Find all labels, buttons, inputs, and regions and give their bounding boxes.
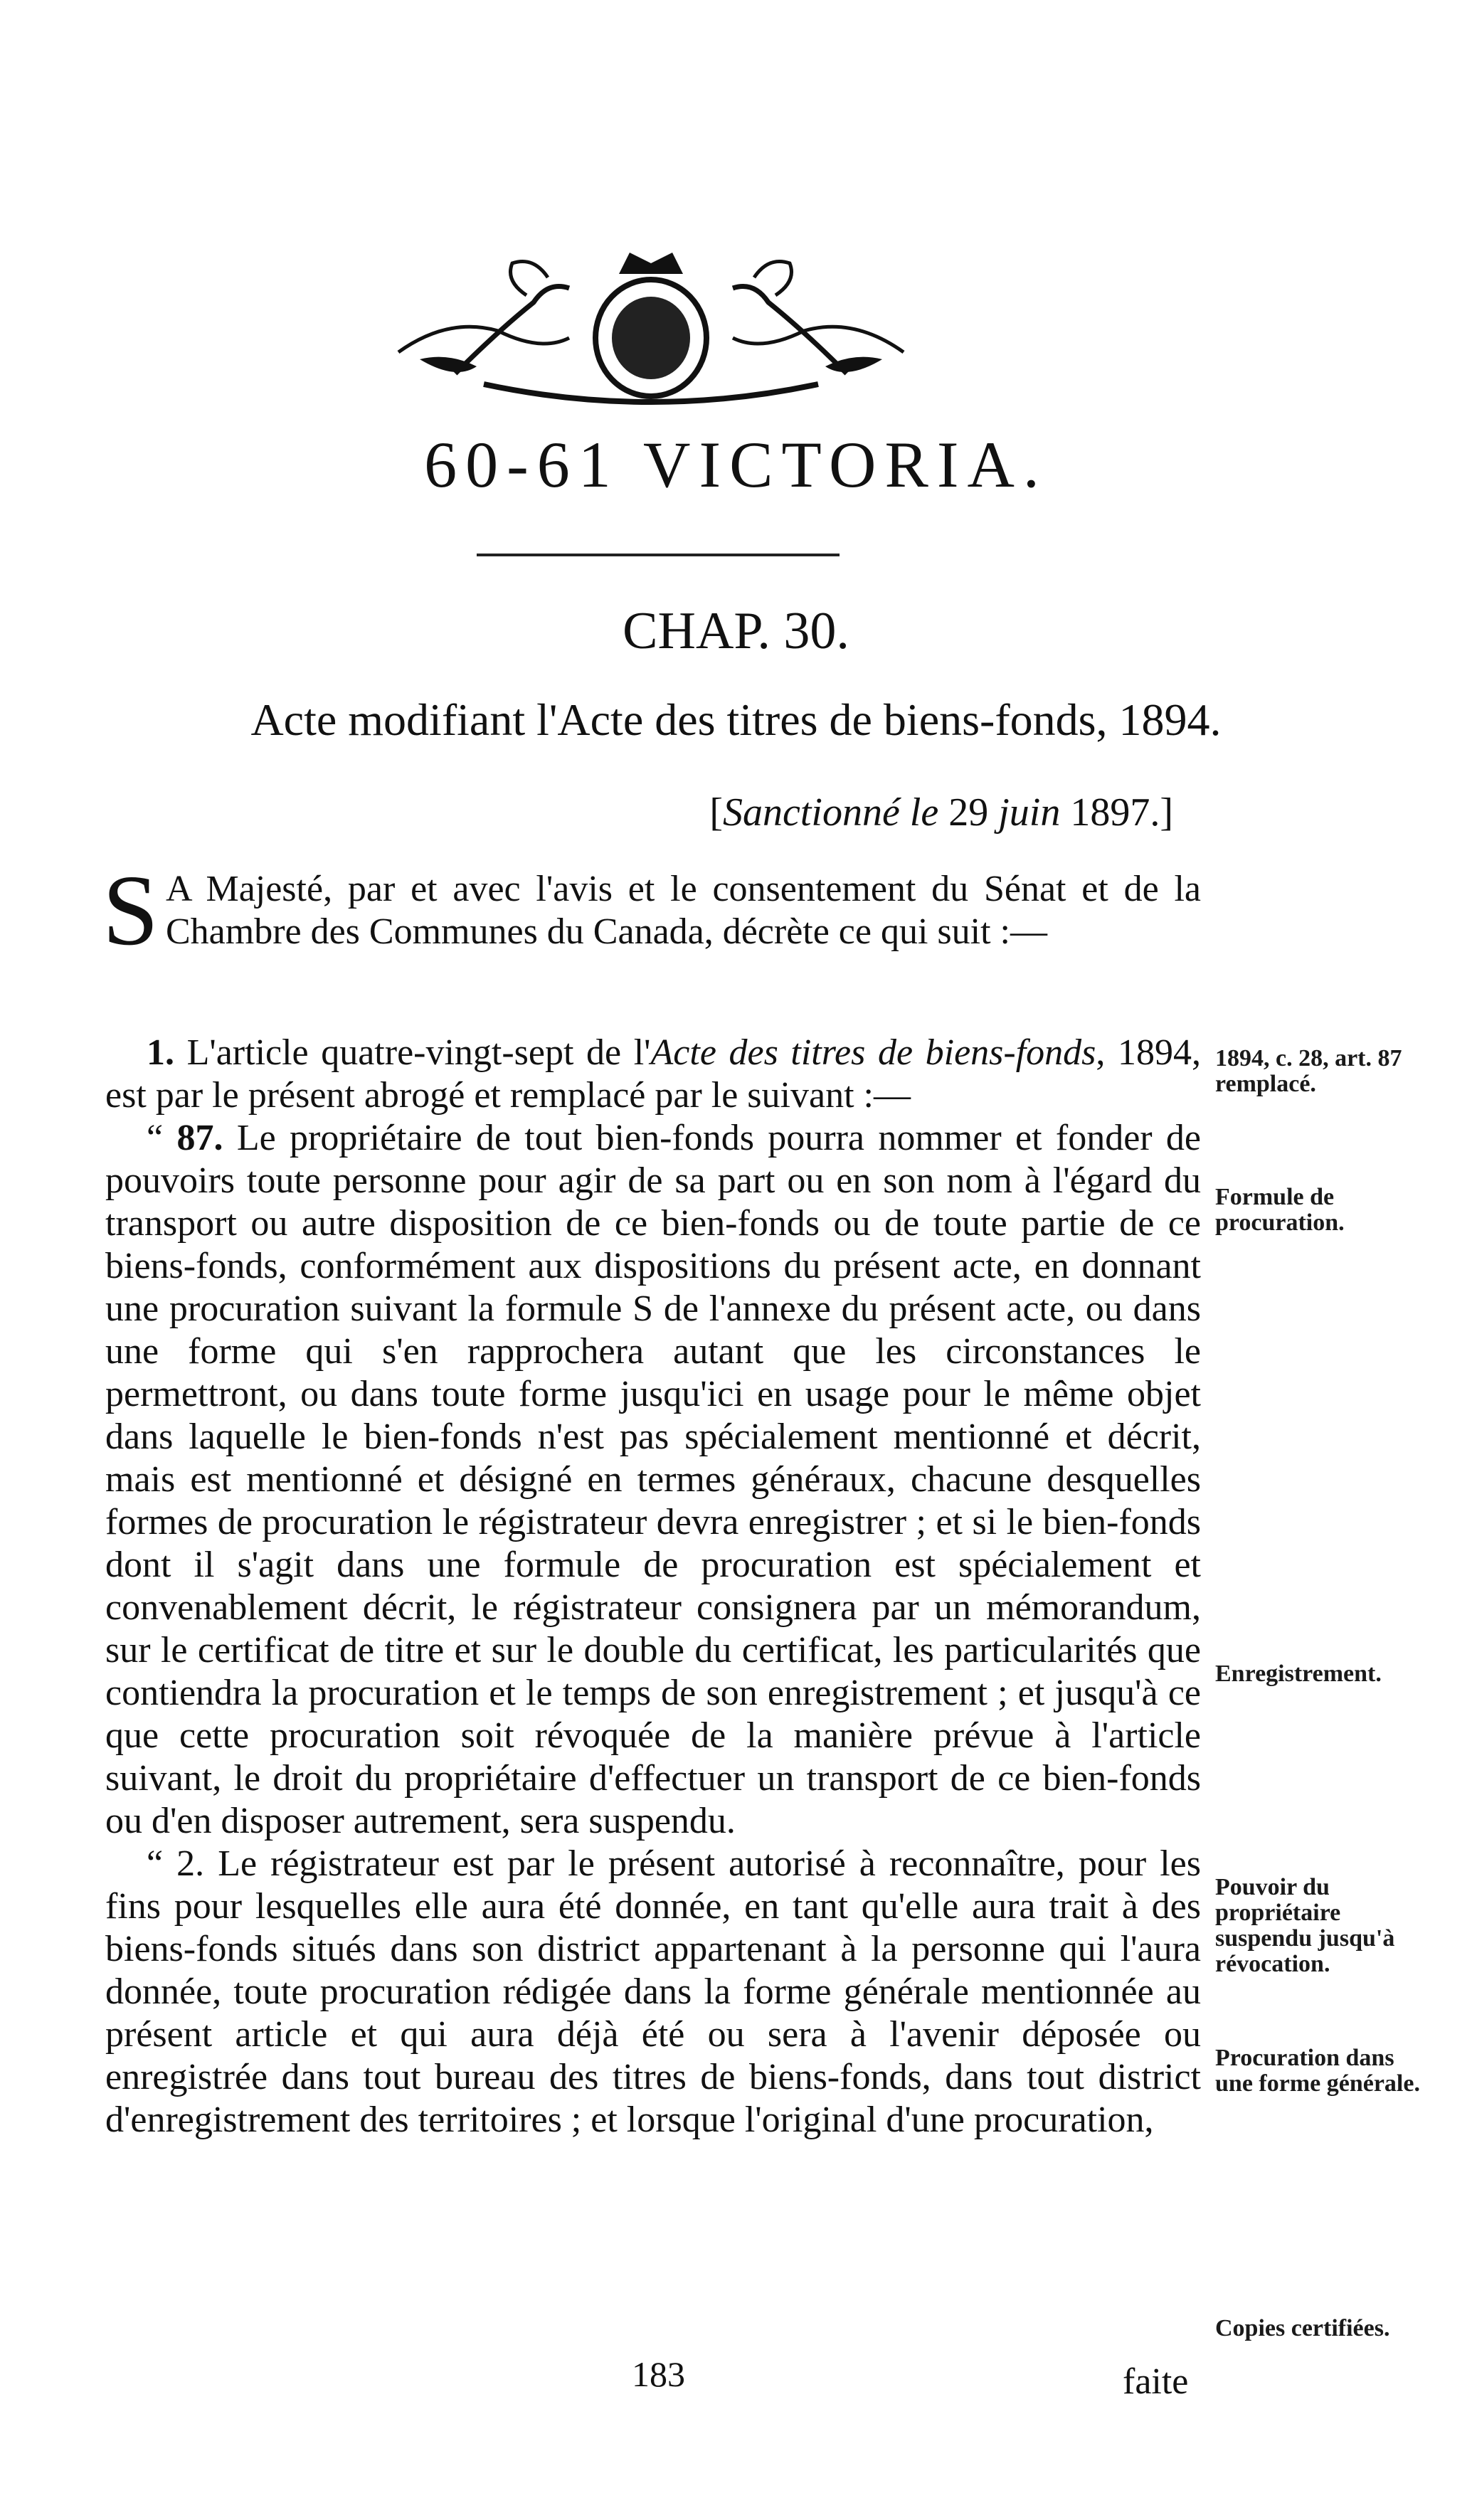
section-87 bbox=[105, 1117, 1201, 1843]
section-1-text-b: , 1894, est par le présent abrogé et remplacé par le suivant :— bbox=[105, 1032, 1201, 1116]
margin-note-amended: 1894, c. 28, art. 87 remplacé. bbox=[1215, 1045, 1402, 1097]
margin-note-general-form: Procuration dans une forme générale. bbox=[1215, 2045, 1420, 2097]
subsection-2: “ 2. Le régistrateur est par le présent autorisé à reconnaître, pour les fins pour lesquelles elle aura été donnée, en tant qu'elle aura trait à des biens-fonds situés dans son district appartenant à la personne qui l'aura donnée, toute procuration rédigée dans la forme générale mentionnée au présent article et qui aura déjà été ou sera à l'avenir déposée ou enregistrée dans tout bureau des titres de biens-fonds, dans tout district d'enregistrement des territoires ; et lorsque l'original d'une procuration, bbox=[105, 1843, 1201, 2140]
section-87-number: 87. bbox=[176, 1118, 223, 1158]
margin-note-suspension: Pouvoir du propriétaire suspendu jusqu'à révocation. bbox=[1215, 1874, 1395, 1977]
drop-cap: S bbox=[102, 854, 159, 966]
assent-month: juin bbox=[998, 790, 1061, 835]
chapter-heading: CHAP. 30. bbox=[623, 602, 849, 660]
act-title: Acte modifiant l'Acte des titres de biens-fonds, 1894. bbox=[250, 694, 1222, 745]
enacting-text: A Majesté, par et avec l'avis et le consentement du Sénat et de la Chambre des Communes du Canada, décrète ce qui suit :— bbox=[165, 869, 1201, 952]
act-name: Acte des titres de biens-fonds bbox=[650, 1032, 1096, 1073]
heading-rule bbox=[477, 554, 840, 556]
assent-date: [Sanctionné le 29 juin 1897.] bbox=[709, 790, 1173, 835]
margin-note-form: Formule de procuration. bbox=[1215, 1184, 1345, 1236]
catchword: faite bbox=[1123, 2361, 1189, 2402]
margin-note-registration: Enregistrement. bbox=[1215, 1661, 1382, 1687]
section-1-text-a: L'article quatre-vingt-sept de l' bbox=[186, 1032, 651, 1073]
section-87-text: Le propriétaire de tout bien-fonds pourra nommer et fonder de pouvoirs toute personne pour agir de sa part ou en son nom à l'égard du transport ou autre disposition de ce bien-fonds ou de toute partie de ce biens-fonds, conformément aux dispositions du présent acte, en donnant une procuration suivant la formule S de l'annexe du présent acte, ou dans une forme qui s'en rapprochera autant que les circonstances le permettront, ou dans toute forme jusqu'ici en usage pour le même objet dans laquelle le bien-fonds n'est pas spécialement mentionné et décrit, mais est mentionné et désigné en termes généraux, chacune desquelles formes de procuration le régistrateur devra enregistrer ; et si le bien-fonds dont il s'agit dans une formule de procuration est spécialement et convenablement décrit, le régistrateur consignera par un mémorandum, sur le certificat de titre et sur le double du certificat, les particularités que contiendra la procuration et le temps de son enregistrement ; et jusqu'à ce que cette procuration soit révoquée de la manière prévue à l'article suivant, le droit du propriétaire d'effectuer un transport de ce bien-fonds ou d'en disposer autrement, sera suspendu. bbox=[105, 1118, 1202, 1841]
reign-heading: 60-61 VICTORIA. bbox=[424, 428, 1048, 501]
section-1-number: 1. bbox=[147, 1032, 174, 1073]
section-87-quote: “ bbox=[147, 1118, 164, 1158]
enacting-clause bbox=[102, 854, 1201, 966]
assent-day: 29 bbox=[948, 790, 989, 835]
assent-year: 1897. bbox=[1070, 790, 1160, 835]
assent-prefix: Sanctionné le bbox=[722, 790, 939, 835]
section-1 bbox=[105, 1032, 1201, 1117]
main-text bbox=[105, 1032, 1201, 2142]
page-number: 183 bbox=[632, 2354, 685, 2394]
royal-coat-of-arms bbox=[356, 245, 946, 406]
margin-note-certified-copies: Copies certifiées. bbox=[1215, 2315, 1390, 2341]
